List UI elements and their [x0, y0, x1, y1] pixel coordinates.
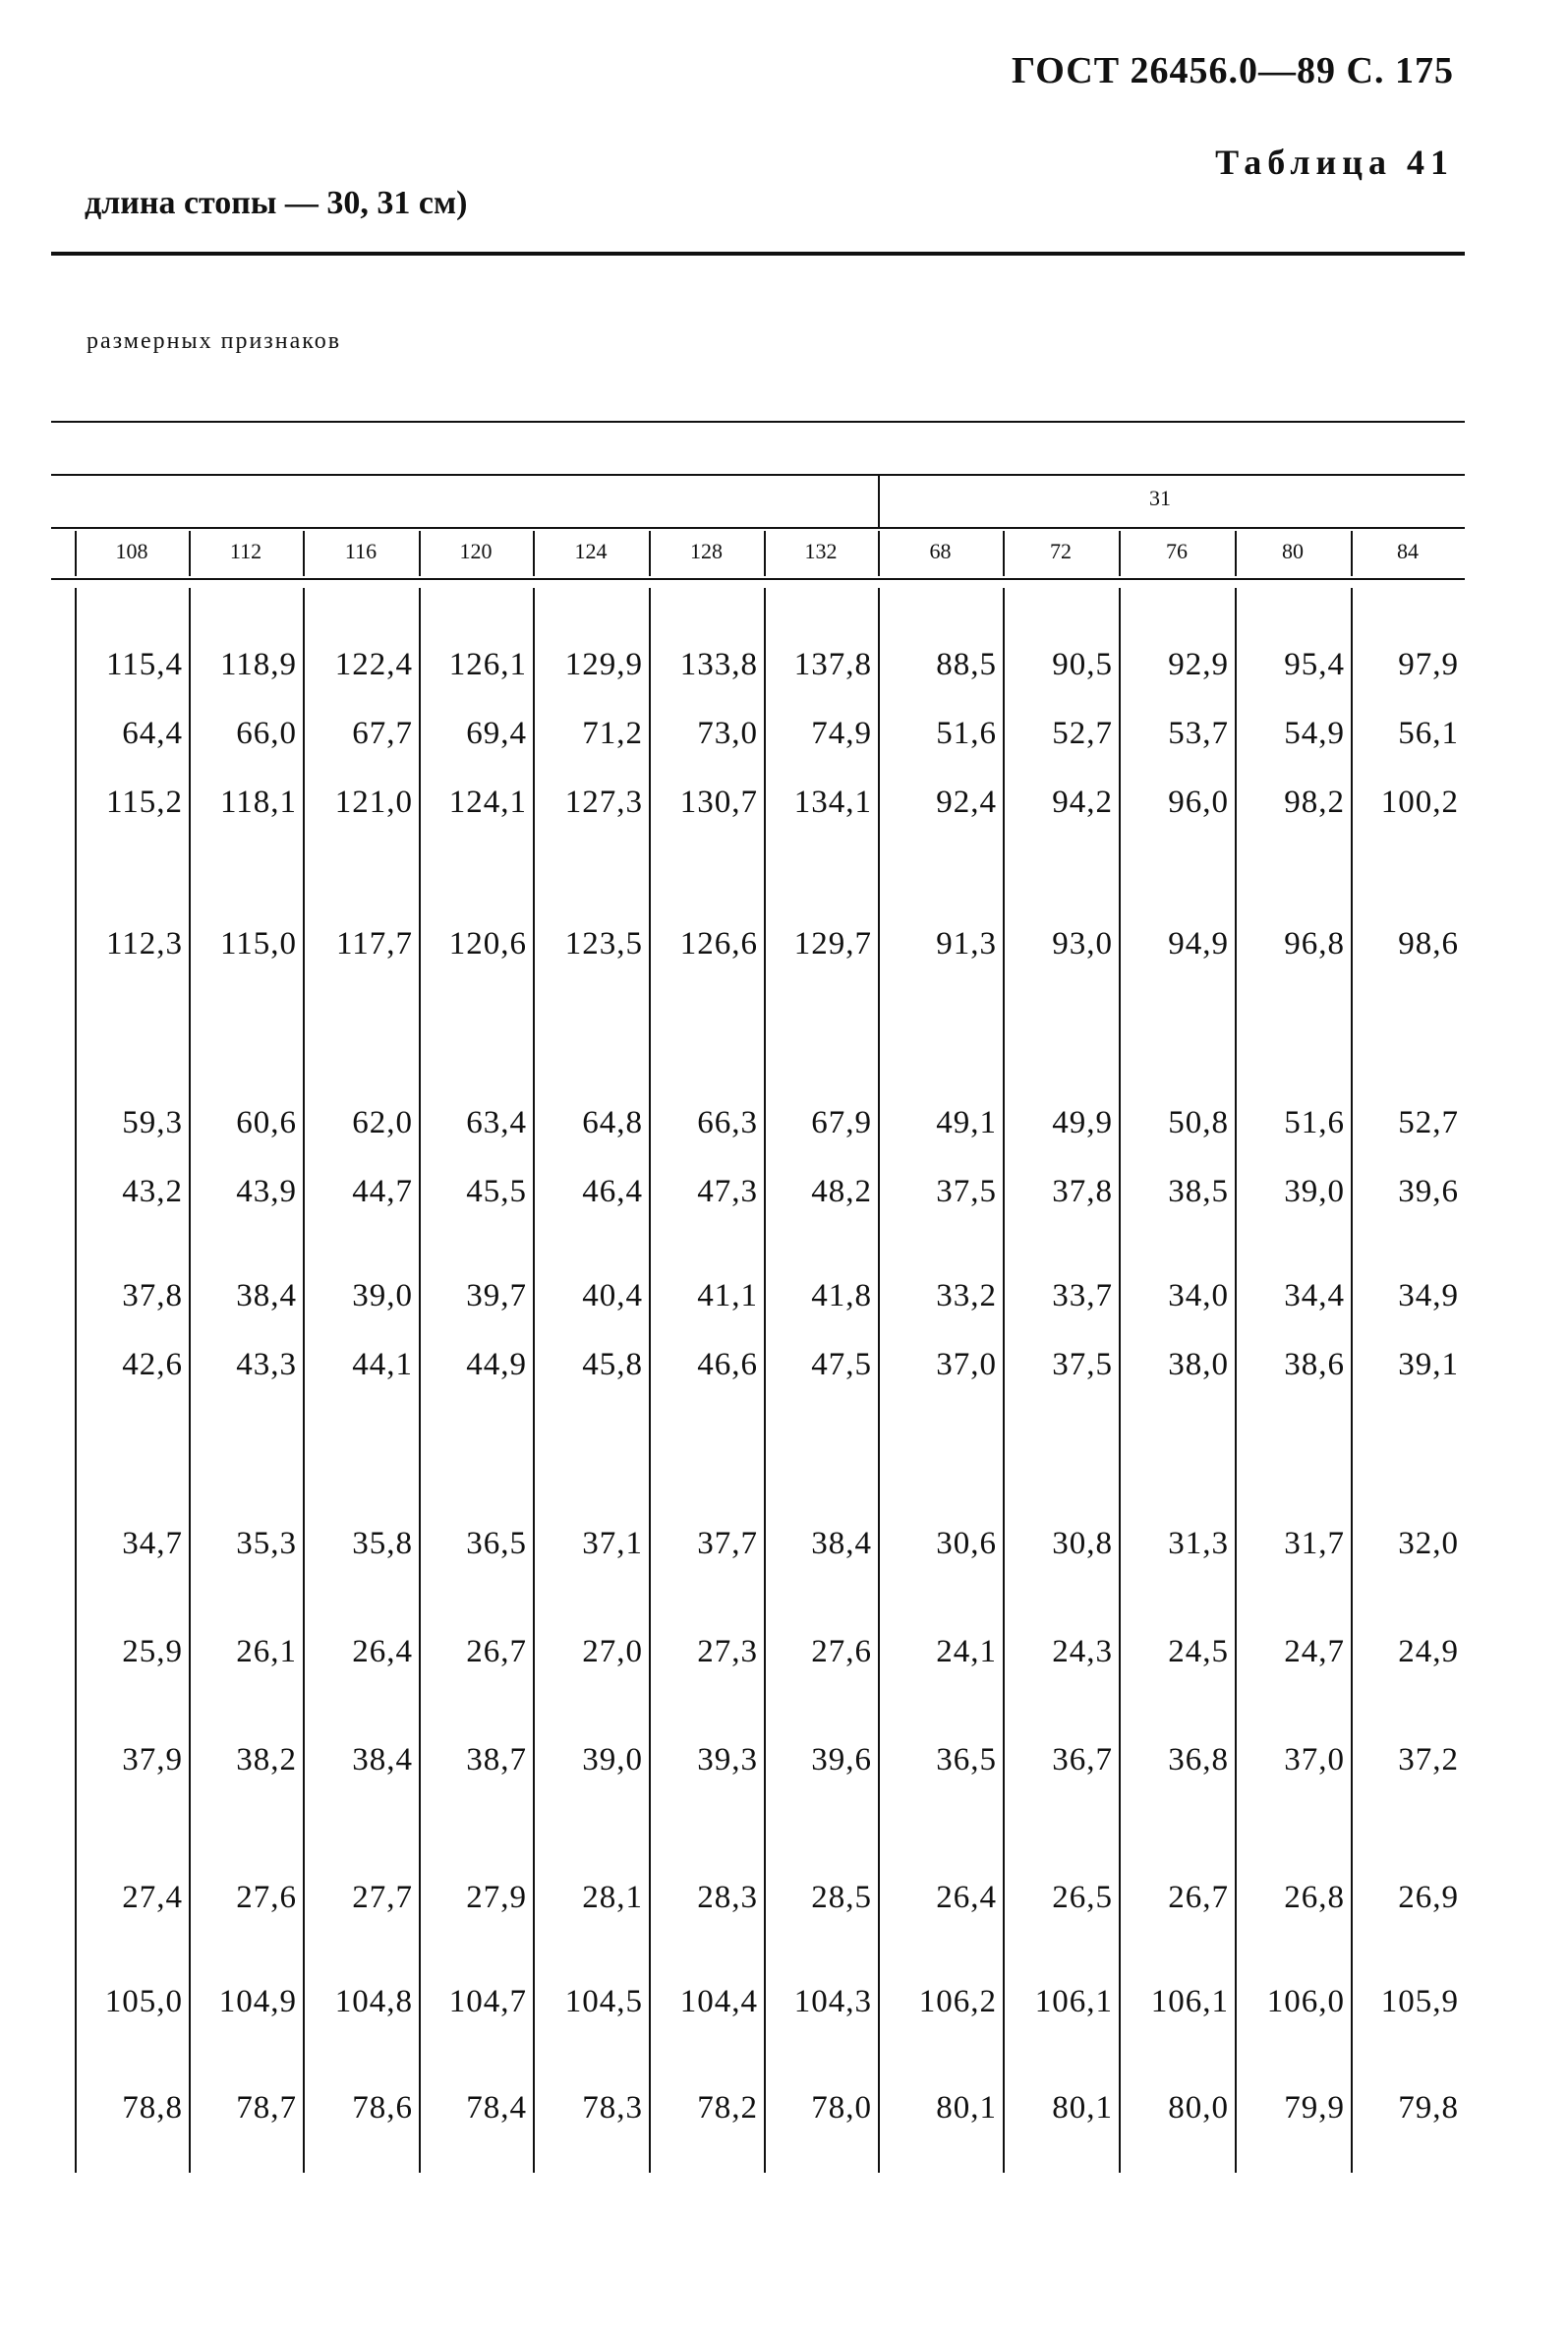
- table-cell: 26,5: [1052, 1880, 1113, 1915]
- table-cell: 38,2: [236, 1742, 297, 1777]
- table-cell: 26,4: [352, 1634, 413, 1669]
- table-cell: 44,1: [352, 1347, 413, 1382]
- table-cell: 106,2: [918, 1984, 997, 2019]
- table-cell: 46,6: [697, 1347, 758, 1382]
- header-col-divider: [189, 531, 191, 576]
- table-cell: 37,5: [1052, 1347, 1113, 1382]
- table-cell: 69,4: [466, 716, 527, 751]
- caption-rule: [51, 421, 1465, 423]
- table-cell: 66,0: [236, 716, 297, 751]
- table-cell: 120,6: [448, 926, 527, 962]
- table-cell: 35,3: [236, 1526, 297, 1561]
- table-cell: 37,7: [697, 1526, 758, 1561]
- table-cell: 36,5: [466, 1526, 527, 1561]
- table-cell: 106,1: [1150, 1984, 1229, 2019]
- header-rule-2: [51, 527, 1465, 529]
- table-cell: 115,0: [219, 926, 297, 962]
- table-cell: 39,6: [1398, 1174, 1459, 1209]
- table-cell: 27,3: [697, 1634, 758, 1669]
- table-cell: 118,9: [219, 647, 297, 682]
- table-cell: 96,0: [1168, 785, 1229, 820]
- table-cell: 78,6: [352, 2090, 413, 2126]
- table-cell: 106,1: [1034, 1984, 1113, 2019]
- table-cell: 66,3: [697, 1105, 758, 1140]
- table-cell: 26,9: [1398, 1880, 1459, 1915]
- table-cell: 52,7: [1052, 716, 1113, 751]
- table-cell: 122,4: [334, 647, 413, 682]
- table-cell: 31,7: [1284, 1526, 1345, 1561]
- table-cell: 41,1: [697, 1278, 758, 1313]
- table-cell: 117,7: [335, 926, 413, 962]
- table-cell: 79,9: [1284, 2090, 1345, 2126]
- table-cell: 27,7: [352, 1880, 413, 1915]
- group-divider: [878, 476, 880, 527]
- table-cell: 104,8: [334, 1984, 413, 2019]
- header-col-divider: [303, 531, 305, 576]
- table-cell: 98,2: [1284, 785, 1345, 820]
- table-cell: 27,4: [122, 1880, 183, 1915]
- table-cell: 92,9: [1168, 647, 1229, 682]
- table-cell: 73,0: [697, 716, 758, 751]
- column-header: 120: [459, 539, 493, 563]
- table-cell: 46,4: [582, 1174, 643, 1209]
- table-cell: 64,8: [582, 1105, 643, 1140]
- column-header: 124: [574, 539, 608, 563]
- table-cell: 37,1: [582, 1526, 643, 1561]
- table-cell: 33,2: [936, 1278, 997, 1313]
- table-cell: 129,9: [564, 647, 643, 682]
- table-cell: 26,7: [466, 1634, 527, 1669]
- table-cell: 104,7: [448, 1984, 527, 2019]
- table-cell: 37,0: [936, 1347, 997, 1382]
- standard-header: ГОСТ 26456.0—89 С. 175: [1012, 50, 1454, 91]
- table-cell: 133,8: [679, 647, 758, 682]
- table-cell: 115,2: [105, 785, 183, 820]
- table-cell: 24,3: [1052, 1634, 1113, 1669]
- table-cell: 44,9: [466, 1347, 527, 1382]
- header-col-divider: [419, 531, 421, 576]
- table-cell: 24,7: [1284, 1634, 1345, 1669]
- header-col-divider: [1351, 531, 1353, 576]
- table-cell: 43,9: [236, 1174, 297, 1209]
- header-rule-3: [51, 578, 1465, 580]
- table-cell: 51,6: [936, 716, 997, 751]
- table-cell: 51,6: [1284, 1105, 1345, 1140]
- table-cell: 28,5: [811, 1880, 872, 1915]
- group-label: 31: [1149, 486, 1171, 510]
- table-number: Таблица 41: [1215, 143, 1454, 182]
- table-cell: 26,7: [1168, 1880, 1229, 1915]
- table-cell: 94,9: [1168, 926, 1229, 962]
- table-cell: 42,6: [122, 1347, 183, 1382]
- table-cell: 37,8: [122, 1278, 183, 1313]
- table-cell: 34,9: [1398, 1278, 1459, 1313]
- table-cell: 78,8: [122, 2090, 183, 2126]
- table-cell: 31,3: [1168, 1526, 1229, 1561]
- table-cell: 27,6: [811, 1634, 872, 1669]
- table-cell: 27,0: [582, 1634, 643, 1669]
- table-cell: 45,8: [582, 1347, 643, 1382]
- table-cell: 39,0: [582, 1742, 643, 1777]
- table-cell: 41,8: [811, 1278, 872, 1313]
- table-cell: 121,0: [334, 785, 413, 820]
- table-cell: 67,7: [352, 716, 413, 751]
- table-cell: 38,4: [236, 1278, 297, 1313]
- table-cell: 38,5: [1168, 1174, 1229, 1209]
- table-cell: 26,4: [936, 1880, 997, 1915]
- table-cell: 104,4: [679, 1984, 758, 2019]
- table-cell: 80,1: [936, 2090, 997, 2126]
- table-cell: 104,9: [218, 1984, 297, 2019]
- table-cell: 39,0: [352, 1278, 413, 1313]
- table-cell: 105,0: [104, 1984, 183, 2019]
- column-header: 72: [1050, 539, 1072, 563]
- table-cell: 100,2: [1380, 785, 1459, 820]
- table-cell: 26,1: [236, 1634, 297, 1669]
- table-cell: 78,3: [582, 2090, 643, 2126]
- table-cell: 25,9: [122, 1634, 183, 1669]
- table-cell: 39,0: [1284, 1174, 1345, 1209]
- table-cell: 37,5: [936, 1174, 997, 1209]
- table-cell: 24,1: [936, 1634, 997, 1669]
- table-cell: 44,7: [352, 1174, 413, 1209]
- table-cell: 95,4: [1284, 647, 1345, 682]
- table-subtitle: длина стопы — 30, 31 см): [85, 185, 468, 221]
- table-cell: 124,1: [448, 785, 527, 820]
- table-cell: 36,5: [936, 1742, 997, 1777]
- table-cell: 106,0: [1266, 1984, 1345, 2019]
- table-cell: 50,8: [1168, 1105, 1229, 1140]
- table-cell: 32,0: [1398, 1526, 1459, 1561]
- table-cell: 37,2: [1398, 1742, 1459, 1777]
- table-cell: 47,3: [697, 1174, 758, 1209]
- table-cell: 88,5: [936, 647, 997, 682]
- table-cell: 130,7: [679, 785, 758, 820]
- table-cell: 105,9: [1380, 1984, 1459, 2019]
- table-cell: 30,8: [1052, 1526, 1113, 1561]
- header-col-divider: [878, 531, 880, 576]
- table-cell: 27,9: [466, 1880, 527, 1915]
- table-cell: 78,2: [697, 2090, 758, 2126]
- table-cell: 126,6: [679, 926, 758, 962]
- column-header: 128: [690, 539, 723, 563]
- table-cell: 38,4: [352, 1742, 413, 1777]
- header-col-divider: [1119, 531, 1121, 576]
- column-header: 80: [1282, 539, 1304, 563]
- table-cell: 80,1: [1052, 2090, 1113, 2126]
- table-cell: 24,9: [1398, 1634, 1459, 1669]
- table-cell: 64,4: [122, 716, 183, 751]
- table-cell: 63,4: [466, 1105, 527, 1140]
- table-cell: 49,1: [936, 1105, 997, 1140]
- header-col-divider: [1003, 531, 1005, 576]
- header-col-divider: [75, 531, 77, 576]
- table-cell: 78,4: [466, 2090, 527, 2126]
- column-header: 112: [229, 539, 262, 563]
- table-cell: 35,8: [352, 1526, 413, 1561]
- table-cell: 71,2: [582, 716, 643, 751]
- table-cell: 33,7: [1052, 1278, 1113, 1313]
- table-cell: 129,7: [793, 926, 872, 962]
- table-cell: 92,4: [936, 785, 997, 820]
- header-rule-1: [51, 474, 1465, 476]
- table-cell: 126,1: [448, 647, 527, 682]
- table-cell: 97,9: [1398, 647, 1459, 682]
- table-cell: 52,7: [1398, 1105, 1459, 1140]
- table-cell: 79,8: [1398, 2090, 1459, 2126]
- table-cell: 24,5: [1168, 1634, 1229, 1669]
- table-cell: 98,6: [1398, 926, 1459, 962]
- table-cell: 59,3: [122, 1105, 183, 1140]
- table-cell: 115,4: [105, 647, 183, 682]
- column-header: 108: [115, 539, 148, 563]
- table-cell: 91,3: [936, 926, 997, 962]
- column-header: 76: [1166, 539, 1188, 563]
- table-cell: 53,7: [1168, 716, 1229, 751]
- table-cell: 26,8: [1284, 1880, 1345, 1915]
- table-cell: 60,6: [236, 1105, 297, 1140]
- table-cell: 40,4: [582, 1278, 643, 1313]
- table-cell: 118,1: [219, 785, 297, 820]
- table-cell: 28,3: [697, 1880, 758, 1915]
- table-cell: 48,2: [811, 1174, 872, 1209]
- table-cell: 37,8: [1052, 1174, 1113, 1209]
- table-cell: 34,4: [1284, 1278, 1345, 1313]
- table-cell: 39,6: [811, 1742, 872, 1777]
- table-cell: 96,8: [1284, 926, 1345, 962]
- table-cell: 34,0: [1168, 1278, 1229, 1313]
- table-cell: 78,0: [811, 2090, 872, 2126]
- top-rule: [51, 252, 1465, 256]
- table-cell: 127,3: [564, 785, 643, 820]
- header-col-divider: [649, 531, 651, 576]
- table-cell: 112,3: [105, 926, 183, 962]
- table-cell: 37,9: [122, 1742, 183, 1777]
- column-header: 68: [929, 539, 952, 563]
- table-cell: 56,1: [1398, 716, 1459, 751]
- table-cell: 104,3: [793, 1984, 872, 2019]
- table-cell: 38,4: [811, 1526, 872, 1561]
- table-cell: 123,5: [564, 926, 643, 962]
- header-col-divider: [764, 531, 766, 576]
- table-cell: 78,7: [236, 2090, 297, 2126]
- table-cell: 34,7: [122, 1526, 183, 1561]
- column-header: 84: [1397, 539, 1419, 563]
- table-cell: 137,8: [793, 647, 872, 682]
- table-cell: 36,7: [1052, 1742, 1113, 1777]
- table-cell: 94,2: [1052, 785, 1113, 820]
- table-cell: 62,0: [352, 1105, 413, 1140]
- table-cell: 38,0: [1168, 1347, 1229, 1382]
- table-cell: 27,6: [236, 1880, 297, 1915]
- table-cell: 104,5: [564, 1984, 643, 2019]
- table-cell: 28,1: [582, 1880, 643, 1915]
- table-cell: 54,9: [1284, 716, 1345, 751]
- table-cell: 90,5: [1052, 647, 1113, 682]
- table-cell: 43,3: [236, 1347, 297, 1382]
- table-cell: 80,0: [1168, 2090, 1229, 2126]
- column-header: 116: [344, 539, 377, 563]
- table-cell: 36,8: [1168, 1742, 1229, 1777]
- table-cell: 45,5: [466, 1174, 527, 1209]
- table-cell: 49,9: [1052, 1105, 1113, 1140]
- table-cell: 30,6: [936, 1526, 997, 1561]
- table-cell: 67,9: [811, 1105, 872, 1140]
- table-cell: 93,0: [1052, 926, 1113, 962]
- table-cell: 43,2: [122, 1174, 183, 1209]
- table-cell: 38,6: [1284, 1347, 1345, 1382]
- caption-text: размерных признаков: [87, 328, 342, 354]
- header-col-divider: [1235, 531, 1237, 576]
- table-cell: 74,9: [811, 716, 872, 751]
- table-cell: 37,0: [1284, 1742, 1345, 1777]
- column-header: 132: [804, 539, 838, 563]
- table-cell: 134,1: [793, 785, 872, 820]
- table-cell: 39,1: [1398, 1347, 1459, 1382]
- table-cell: 38,7: [466, 1742, 527, 1777]
- table-cell: 39,3: [697, 1742, 758, 1777]
- table-cell: 39,7: [466, 1278, 527, 1313]
- table-cell: 47,5: [811, 1347, 872, 1382]
- header-col-divider: [533, 531, 535, 576]
